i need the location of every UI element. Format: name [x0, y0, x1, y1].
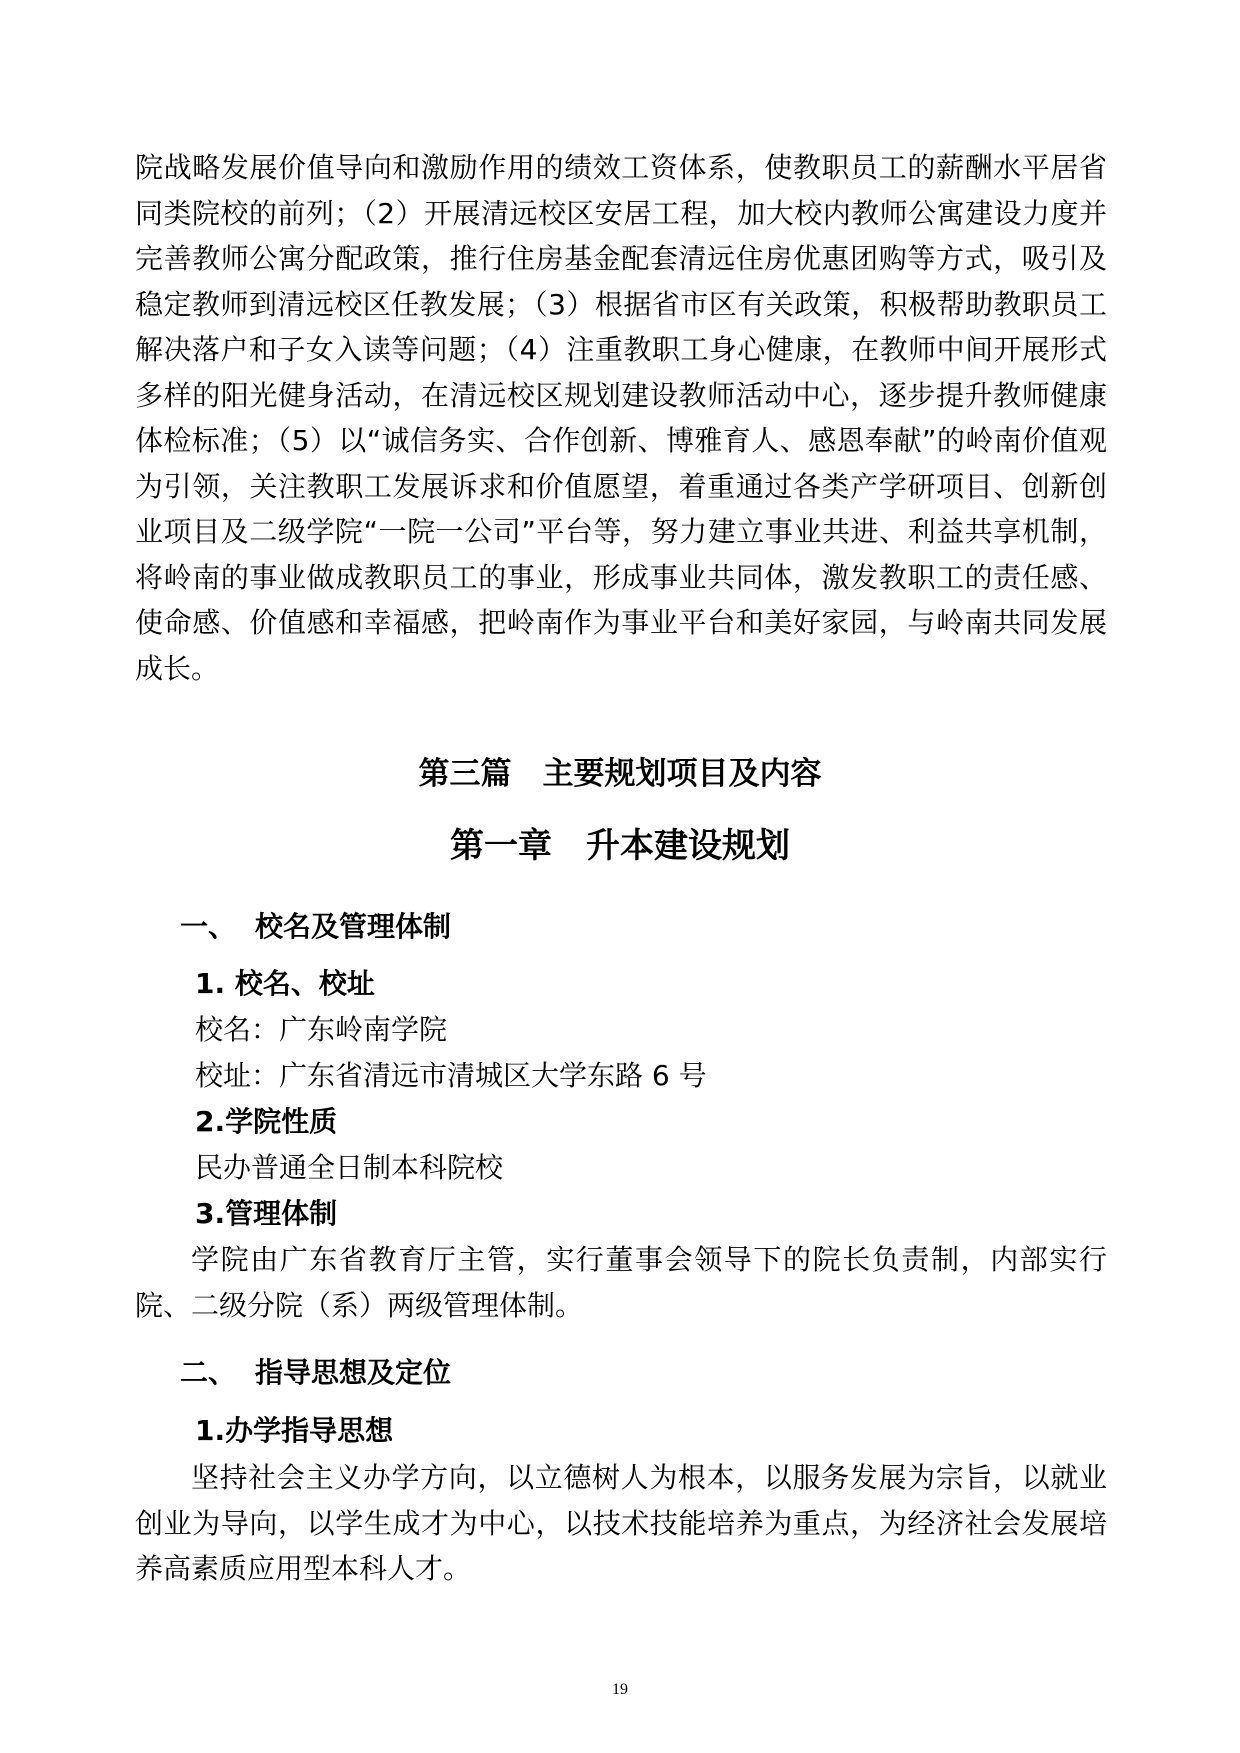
section-title: 指导思想及定位 — [255, 1356, 452, 1389]
school-nature-line: 民办普通全日制本科院校 — [195, 1151, 504, 1184]
page-number: 19 — [612, 1681, 628, 1698]
chapter-title: 第一章 升本建设规划 — [450, 826, 790, 866]
subsection-heading-guiding-thought: 1.办学指导思想 — [195, 1414, 394, 1447]
school-name-line: 校名：广东岭南学院 — [195, 1013, 448, 1046]
section-heading-guiding — [180, 1353, 451, 1393]
part-title: 第三篇 主要规划项目及内容 — [418, 756, 822, 792]
section-number: 一、 — [180, 910, 237, 943]
section-title: 校名及管理体制 — [255, 910, 452, 943]
subsection-heading-name-address: 1. 校名、校址 — [195, 967, 375, 1000]
subsection-heading-nature: 2.学院性质 — [195, 1105, 338, 1138]
guiding-paragraph: 坚持社会主义办学方向，以立德树人为根本，以服务发展为宗旨，以就业创业为导向，以学生成才为中心，以技术技能培养为重点，为经济社会发展培养高素质应用型本科人才。 — [135, 1461, 1107, 1585]
school-address-line: 校址：广东省清远市清城区大学东路 6 号 — [195, 1059, 707, 1092]
continuation-paragraph: 院战略发展价值导向和激励作用的绩效工资体系，使教职员工的薪酬水平居省同类院校的前列；（2）开展清远校区安居工程，加大校内教师公寓建设力度并完善教师公寓分配政策，推行住房基金配套清远住房优惠团购等方式，吸引及稳定教师到清远校区任教发展；（3）根据省市区有关政策，积极帮助教职员工解决落户和子女入读等问题；（4）注重教职工身心健康，在教师中间开展形式多样的阳光健身活动，在清远校区规划建设教师活动中心，逐步提升教师健康体检标准；（5）以“诚信务实、合作创新、博雅育人、感恩奉献”的岭南价值观为引领，关注教职工发展诉求和价值愿望，着重通过各类产学研项目、创新创业项目及二级学院“一院一公司”平台等，努力建立事业共进、利益共享机制，将岭南的事业做成教职员工的事业，形成事业共同体，激发教职工的责任感、使命感、价值感和幸福感，把岭南作为事业平台和美好家园，与岭南共同发展成长。 — [135, 151, 1107, 685]
section-heading-school-name — [180, 907, 451, 947]
subsection-heading-management: 3.管理体制 — [195, 1197, 338, 1230]
section-number: 二、 — [180, 1356, 237, 1389]
management-paragraph: 学院由广东省教育厅主管，实行董事会领导下的院长负责制，内部实行院、二级分院（系）两级管理体制。 — [135, 1243, 1107, 1322]
